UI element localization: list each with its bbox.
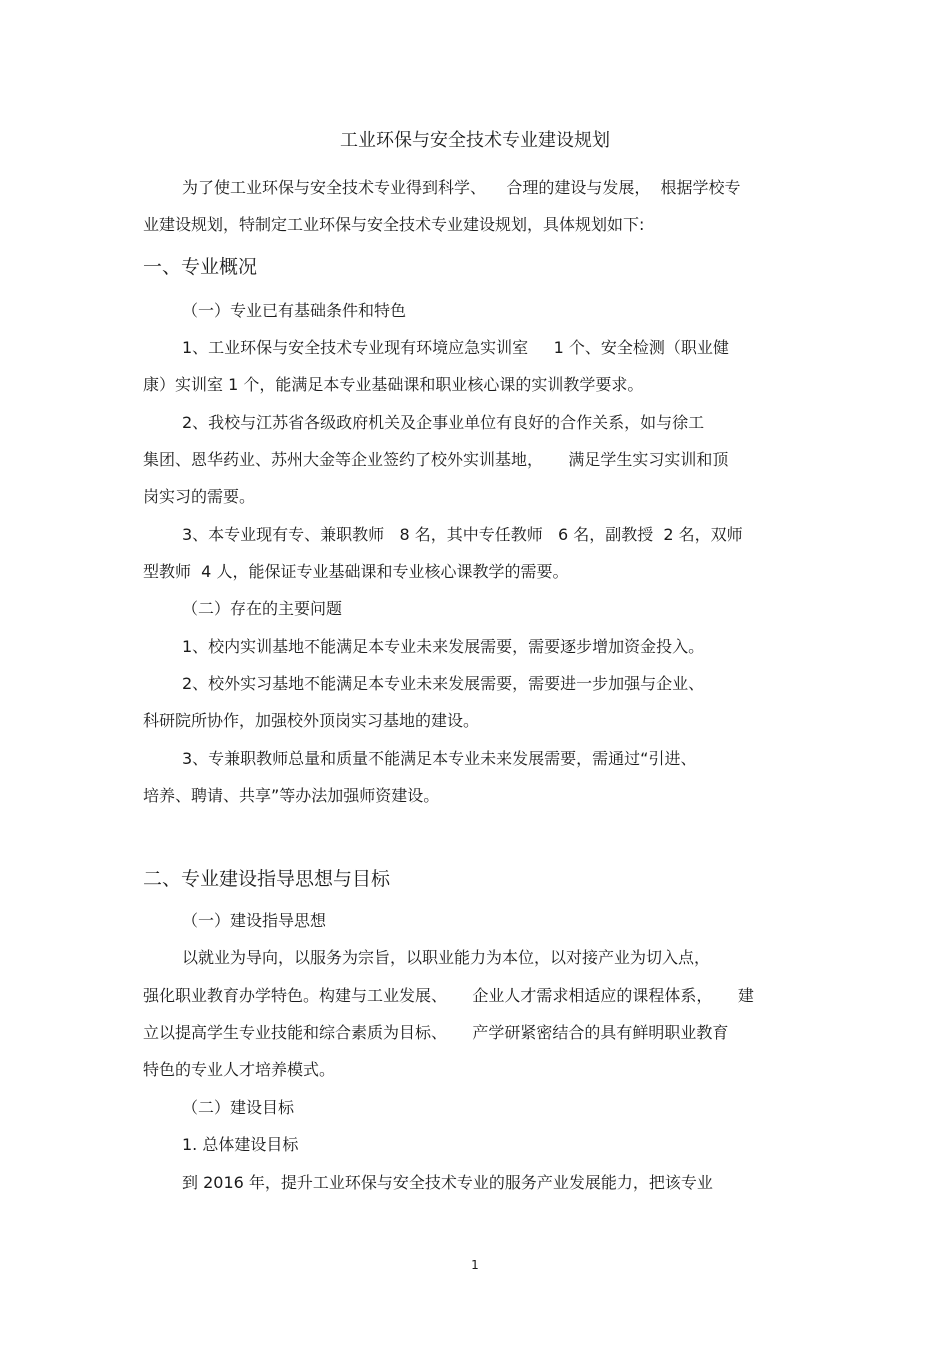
guide-line-3: 立以提高学生专业技能和综合素质为目标、 产学研紧密结合的具有鲜明职业教育 [143, 1023, 729, 1042]
problem-3-line-1: 3、专兼职教师总量和质量不能满足本专业未来发展需要，需通过“引进、 [182, 749, 697, 768]
problem-2-line-1: 2、校外实习基地不能满足本专业未来发展需要，需要进一步加强与企业、 [182, 674, 705, 693]
item-1-line-2: 康）实训室 1 个，能满足本专业基础课和职业核心课的实训教学要求。 [143, 375, 644, 394]
section-2-subheading-2: （二）建设目标 [182, 1098, 295, 1117]
goal-text: 到 2016 年，提升工业环保与安全技术专业的服务产业发展能力，把该专业 [182, 1173, 713, 1192]
section-2-heading: 二、专业建设指导思想与目标 [143, 868, 391, 890]
page-number: 1 [471, 1258, 479, 1272]
document-title: 工业环保与安全技术专业建设规划 [340, 130, 610, 151]
section-2-subheading-1: （一）建设指导思想 [182, 911, 327, 930]
intro-line-1: 为了使工业环保与安全技术专业得到科学、 合理的建设与发展， 根据学校专 [182, 178, 741, 197]
section-1-subheading-1: （一）专业已有基础条件和特色 [182, 301, 407, 320]
item-2-line-1: 2、我校与江苏省各级政府机关及企事业单位有良好的合作关系，如与徐工 [182, 413, 705, 432]
guide-line-4: 特色的专业人才培养模式。 [143, 1060, 336, 1079]
section-1-subheading-2: （二）存在的主要问题 [182, 599, 343, 618]
item-2-line-3: 岗实习的需要。 [143, 487, 256, 506]
guide-line-2: 强化职业教育办学特色。构建与工业发展、 企业人才需求相适应的课程体系， 建 [143, 986, 754, 1005]
item-2-line-2: 集团、恩华药业、苏州大金等企业签约了校外实训基地， 满足学生实习实训和顶 [143, 450, 729, 469]
problem-2-line-2: 科研院所协作，加强校外顶岗实习基地的建设。 [143, 711, 480, 730]
guide-line-1: 以就业为导向，以服务为宗旨，以职业能力为本位，以对接产业为切入点， [182, 948, 711, 967]
section-1-heading: 一、专业概况 [143, 256, 258, 278]
problem-3-line-2: 培养、聘请、共享”等办法加强师资建设。 [143, 786, 440, 805]
problem-1: 1、校内实训基地不能满足本专业未来发展需要，需要逐步增加资金投入。 [182, 637, 705, 656]
item-3-line-2: 型教师 4 人，能保证专业基础课和专业核心课教学的需要。 [143, 562, 569, 581]
item-1-line-1: 1、工业环保与安全技术专业现有环境应急实训室 1 个、安全检测（职业健 [182, 338, 729, 357]
intro-line-2: 业建设规划，特制定工业环保与安全技术专业建设规划，具体规划如下: [143, 215, 645, 234]
item-3-line-1: 3、本专业现有专、兼职教师 8 名，其中专任教师 6 名，副教授 2 名，双师 [182, 525, 743, 544]
goal-heading: 1. 总体建设目标 [182, 1135, 299, 1154]
